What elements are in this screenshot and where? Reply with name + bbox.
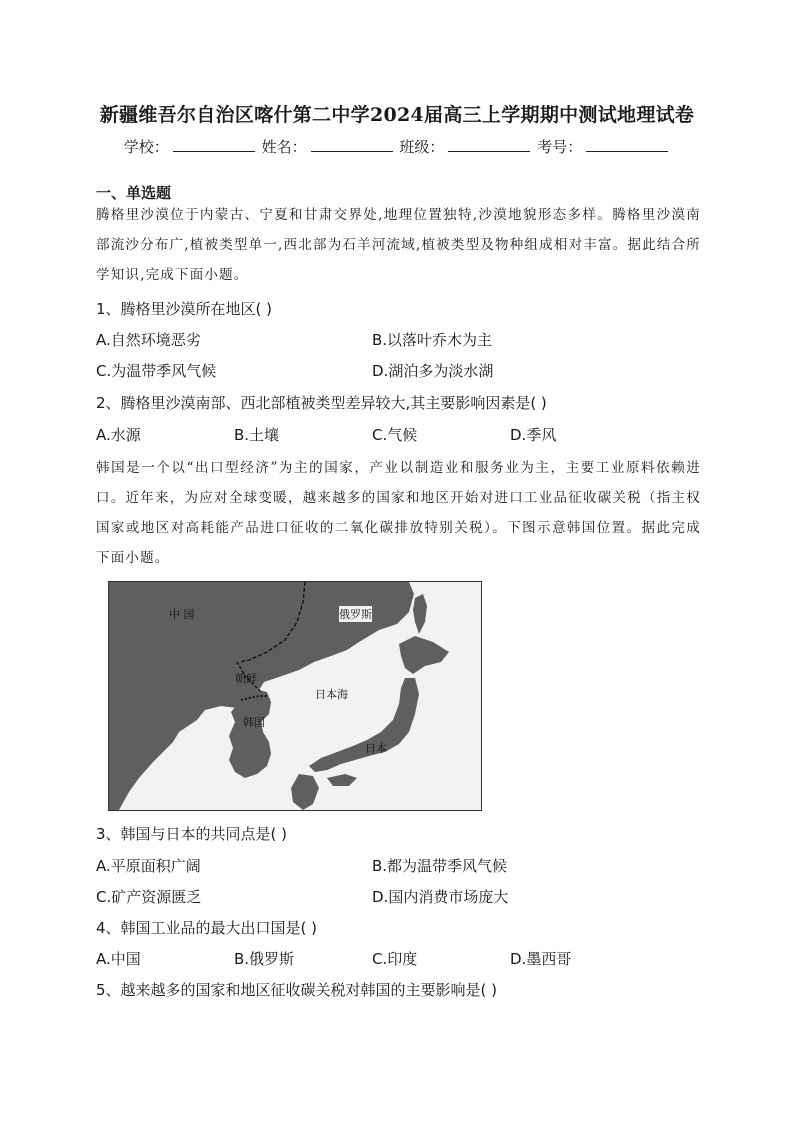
school-label: 学校：	[123, 138, 169, 156]
map-label-dprk: 朝鲜	[235, 672, 257, 685]
question-2-option-a[interactable]: A.水源	[96, 426, 141, 444]
question-4-option-d[interactable]: D.墨西哥	[510, 950, 572, 968]
passage-tengger: 腾格里沙漠位于内蒙古、宁夏和甘肃交界处,地理位置独特,沙漠地貌形态多样。腾格里沙漠南部流沙分布广,植被类型单一,西北部为石羊河流域,植被类型及物种组成相对丰富。据此结合所学知识,完成下面小题。	[96, 207, 701, 283]
question-4-option-b[interactable]: B.俄罗斯	[234, 950, 295, 968]
map-label-russia: 俄罗斯	[339, 608, 372, 621]
question-1-option-b[interactable]: B.以落叶乔木为主	[372, 331, 493, 349]
name-blank[interactable]	[311, 137, 393, 152]
exam-number-blank[interactable]	[586, 137, 668, 152]
question-3-option-c[interactable]: C.矿产资源匮乏	[96, 888, 202, 906]
question-1-option-a[interactable]: A.自然环境恶劣	[96, 331, 201, 349]
class-blank[interactable]	[448, 137, 530, 152]
exam-number-label: 考号：	[537, 138, 583, 156]
map-graphic	[109, 582, 481, 810]
question-2-option-b[interactable]: B.土壤	[234, 426, 280, 444]
school-blank[interactable]	[173, 137, 255, 152]
question-3-option-d[interactable]: D.国内消费市场庞大	[372, 888, 509, 906]
question-1-stem: 1、腾格里沙漠所在地区( )	[96, 300, 273, 318]
question-3-option-b[interactable]: B.都为温带季风气候	[372, 857, 508, 875]
question-5-stem: 5、越来越多的国家和地区征收碳关税对韩国的主要影响是( )	[96, 981, 498, 999]
name-label: 姓名：	[261, 138, 307, 156]
student-info-line	[0, 136, 794, 157]
question-4-stem: 4、韩国工业品的最大出口国是( )	[96, 919, 318, 937]
map-label-japan: 日本	[365, 742, 387, 755]
passage-korea: 韩国是一个以“出口型经济”为主的国家，产业以制造业和服务业为主，主要工业原料依赖进口。近年来，为应对全球变暖，越来越多的国家和地区开始对进口工业品征收碳关税（指主权国家或地区对高耗能产品进口征收的二氧化碳排放特别关税）。下图示意韩国位置。据此完成下面小题。	[96, 460, 701, 566]
question-2-stem: 2、腾格里沙漠南部、西北部植被类型差异较大,其主要影响因素是( )	[96, 394, 547, 412]
question-3-option-a[interactable]: A.平原面积广阔	[96, 857, 201, 875]
section-heading: 一、单选题	[96, 184, 172, 202]
page-title: 新疆维吾尔自治区喀什第二中学2024届高三上学期期中测试地理试卷	[99, 104, 695, 126]
question-3-stem: 3、韩国与日本的共同点是( )	[96, 825, 288, 843]
map-label-sea-of-japan: 日本海	[315, 688, 348, 701]
question-4-option-c[interactable]: C.印度	[372, 950, 418, 968]
question-1-option-c[interactable]: C.为温带季风气候	[96, 362, 217, 380]
question-2-option-c[interactable]: C.气候	[372, 426, 418, 444]
map-label-china: 中 国	[169, 608, 195, 621]
question-4-option-a[interactable]: A.中国	[96, 950, 141, 968]
question-2-option-d[interactable]: D.季风	[510, 426, 557, 444]
korea-location-map	[108, 581, 482, 811]
class-label: 班级：	[399, 138, 445, 156]
map-label-korea: 韩国	[243, 716, 265, 729]
question-1-option-d[interactable]: D.湖泊多为淡水湖	[372, 362, 494, 380]
